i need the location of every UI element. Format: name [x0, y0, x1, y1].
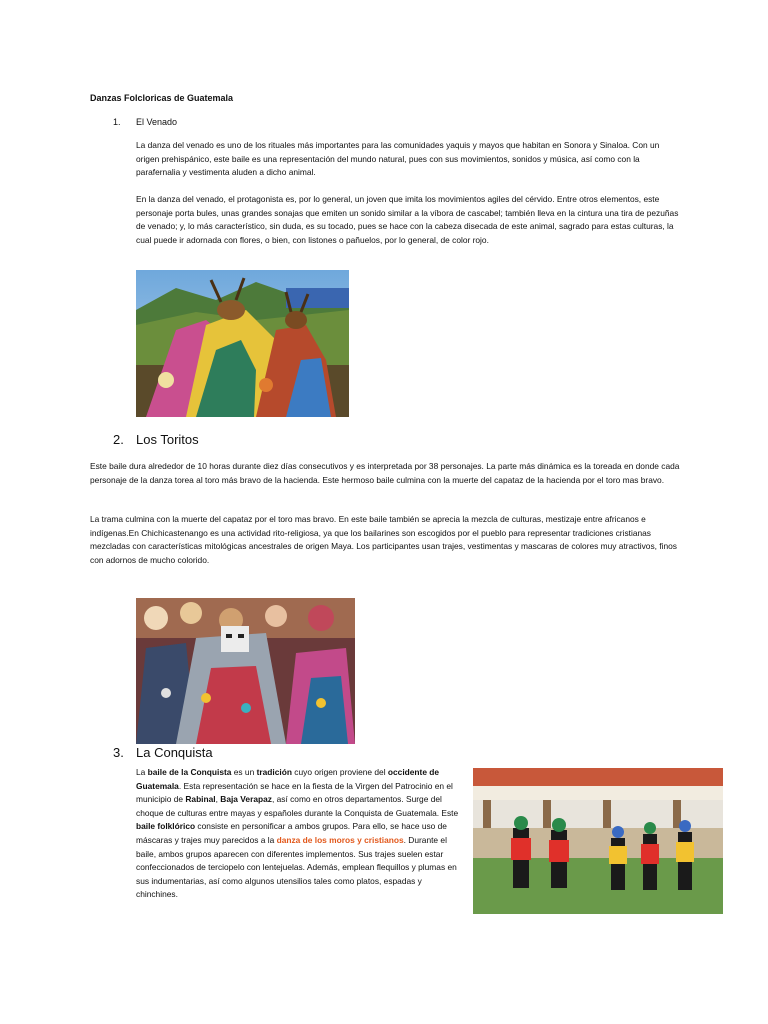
- toritos-dance-photo: [136, 598, 355, 744]
- section-1-heading: El Venado: [136, 117, 178, 127]
- venado-dance-photo: [136, 270, 349, 417]
- section-3-number: 3.: [113, 745, 124, 760]
- document-title: Danzas Folcloricas de Guatemala: [90, 93, 234, 103]
- section-2-paragraph-2: La trama culmina con la muerte del capataz por el toro mas bravo. En este baile también se aprecia la mezcla de culturas, mestizaje entre africanos e indígenas.En Chichicastenango es una actividad rito-religiosa, ya que los bailarines son escogidos por el pueblo para representar tradiciones cristianas mezcladas con características mitológicas ancestrales de origen Maya. Los participantes usan trajes, vestimentas y mascaras de colores muy atractivos, finos con adornos de mucho colorido.: [90, 514, 677, 565]
- section-1-paragraph-1: La danza del venado es uno de los rituales más importantes para las comunidades yaquis y mayos que habitan en Sonora y Sinaloa. Con un origen prehispánico, este baile es una representación del mundo natural, pues con sus movimientos, sonidos y música, así como con la parafernalia y vestimenta aluden a dicho animal.: [136, 140, 660, 178]
- section-2-heading: Los Toritos: [136, 432, 199, 447]
- section-1-number: 1.: [113, 117, 121, 127]
- moros-cristianos-link[interactable]: danza de los moros y cristianos: [276, 834, 404, 845]
- section-3-paragraph: La baile de la Conquista es un tradición cuyo origen proviene del occidente de Guatemala. Esta representación se hace en la fiesta de la Virgen del Patrocinio en el municipio de Rabinal, Baja Verapaz, así como en otros departamentos. Surge del choque de culturas entre mayas y españoles durante la Conquista de Guatemala. Este baile folklórico consiste en personificar a ambos grupos. Para ello, se hace uso de máscaras y trajes muy parecidos a la danza de los moros y cristianos. Durante el baile, ambos grupos aparecen con diferentes implementos. Sus trajes suelen estar confeccionados de terciopelo con lentejuelas. Además, emplean flequillos y plumas en sus indumentarias, así como algunos utensilios tales como platos, espadas y chinchines.: [136, 767, 459, 900]
- conquista-dance-photo: [473, 768, 723, 914]
- section-3-heading: La Conquista: [136, 745, 213, 760]
- section-2-paragraph-1: Este baile dura alrededor de 10 horas durante diez días consecutivos y es interpretada por 38 personajes. La parte más dinámica es la toreada en donde cada personaje de la danza torea al toro más bravo de la hacienda. Este hermoso baile culmina con la muerte del capataz de la hacienda por el toro mas bravo.: [90, 461, 680, 485]
- section-2-number: 2.: [113, 432, 124, 447]
- section-1-paragraph-2: En la danza del venado, el protagonista es, por lo general, un joven que imita los movimientos agiles del cérvido. Entre otros elementos, este personaje porta bules, unas grandes sonajas que emiten un sonido similar a la víbora de cascabel; también lleva en la cintura una tira de pezuñas de venado; y, lo más característico, sin duda, es su tocado, pues se hace con la cabeza disecada de este animal, sagrado para estas culturas, la cual puede ir adornada con flores, o bien, con listones o pañuelos, por lo general, de color rojo.: [136, 194, 679, 245]
